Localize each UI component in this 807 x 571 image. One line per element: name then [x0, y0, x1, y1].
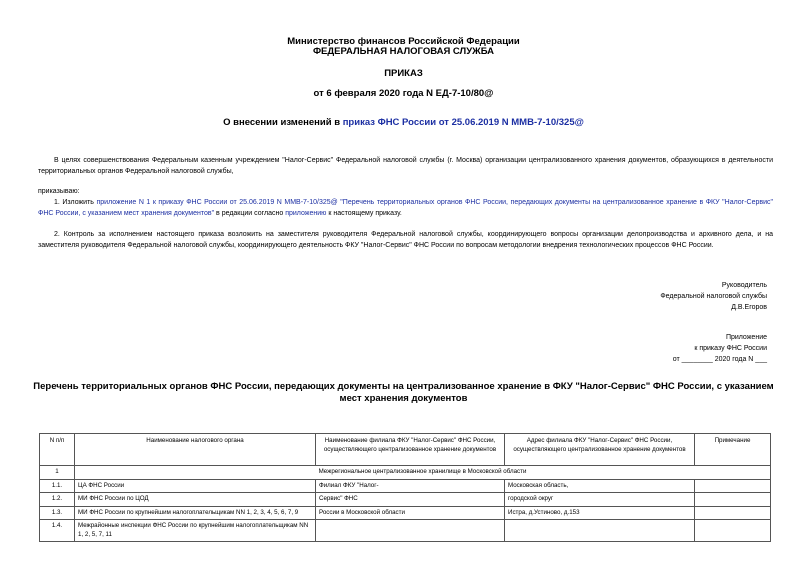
row-number: 1.3.: [40, 506, 75, 520]
table-row: [40, 506, 771, 520]
table-row: [40, 479, 771, 493]
header-branch-name: Наименование филиала ФКУ "Налог-Сервис" ФНС России, осуществляющего централизованное хранение документов: [316, 434, 505, 466]
row-branch: Сервис" ФНС: [316, 493, 505, 507]
appendix-block: [673, 332, 767, 365]
row-authority: ЦА ФНС России: [75, 479, 316, 493]
header-note: Примечание: [695, 434, 771, 466]
row-note: [695, 506, 771, 520]
appendix-title: Перечень территориальных органов ФНС России, передающих документы на централизованное хранение в ФКУ "Налог-Сервис" ФНС России, с указанием мест хранения документов: [33, 381, 774, 404]
ministry-title: Министерство финансов Российской Федерации: [287, 36, 520, 47]
row-number: 1.2.: [40, 493, 75, 507]
signature-role: Руководитель: [721, 282, 767, 289]
appendix-link[interactable]: приложению: [285, 210, 327, 217]
row-authority: Межрайонные инспекции ФНС России по крупнейшим налогоплательщикам NN 1, 2, 5, 7, 11: [75, 520, 316, 542]
signature-block: [660, 280, 767, 313]
row-note: [695, 493, 771, 507]
signature-org: Федеральной налоговой службы: [660, 293, 767, 300]
row-authority: МИ ФНС России по крупнейшим налогоплательщикам NN 1, 2, 3, 4, 5, 6, 7, 9: [75, 506, 316, 520]
row-authority: МИ ФНС России по ЦОД: [75, 493, 316, 507]
row-branch: России в Московской области: [316, 506, 505, 520]
subject-link[interactable]: приказ ФНС России от 25.06.2019 N ММВ-7-10/325@: [342, 117, 584, 128]
item1-suffix: к настоящему приказу.: [326, 210, 402, 217]
paragraph-item-1: [38, 197, 773, 219]
appendix-date: от ________ 2020 года N ___: [672, 356, 767, 363]
row-number: 1.4.: [40, 520, 75, 542]
table-header-row: [40, 434, 771, 466]
header-branch-address: Адрес филиала ФКУ "Налог-Сервис" ФНС России, осуществляющего централизованное хранение документов: [505, 434, 695, 466]
header-number: N п/п: [40, 434, 75, 466]
row-address: Истра, д.Устиново, д.153: [505, 506, 695, 520]
paragraph-item-2: 2. Контроль за исполнением настоящего приказа возложить на заместителя руководителя Федеральной налоговой службы, координирующего вопросы организации делопроизводства и архивного дела, и на заместителя руководителя Федеральной налоговой службы, координирующего деятельность ФКУ "Налог-Сервис" ФНС России по вопросам методологии внедрения технологических процессов ФНС России.: [38, 231, 773, 249]
row-branch: Филиал ФКУ "Налог-: [316, 479, 505, 493]
table-row: [40, 493, 771, 507]
paragraph-order: приказываю:: [38, 188, 80, 195]
doc-subject: [0, 117, 807, 128]
subject-prefix: О внесении изменений в: [223, 117, 343, 128]
row-address: городской округ: [505, 493, 695, 507]
row-number: 1.1.: [40, 479, 75, 493]
paragraph-preamble: В целях совершенствования Федеральным казенным учреждением "Налог-Сервис" Федеральной налоговой службы (г. Москва) организации централизованного хранения документов, образующихся в деятельности территориальных органов Федеральной налоговой службы,: [38, 157, 773, 175]
table-row: [40, 520, 771, 542]
doc-date-number: от 6 февраля 2020 года N ЕД-7-10/80@: [313, 88, 494, 99]
section-row: [40, 466, 771, 480]
doc-type: ПРИКАЗ: [384, 68, 423, 79]
item1-prefix: 1. Изложить: [54, 199, 97, 206]
row-note: [695, 520, 771, 542]
storage-table: [39, 433, 771, 542]
section-title: Межрегиональное централизованное хранилище в Московской области: [75, 466, 771, 480]
item1-mid: в редакции согласно: [214, 210, 286, 217]
appendix-ref: к приказу ФНС России: [694, 345, 767, 352]
header-tax-authority: Наименование налогового органа: [75, 434, 316, 466]
row-note: [695, 479, 771, 493]
row-address: [505, 520, 695, 542]
appendix-label: Приложение: [725, 334, 767, 341]
row-branch: [316, 520, 505, 542]
row-address: Московская область,: [505, 479, 695, 493]
service-title: ФЕДЕРАЛЬНАЯ НАЛОГОВАЯ СЛУЖБА: [312, 46, 495, 57]
appendix-1-link[interactable]: приложение N 1 к приказу ФНС России от 25.06.2019 N ММВ-7-10/325@ "Перечень территориальных органов ФНС России, передающих документы на централизованное хранение в ФКУ "Налог-Сервис" ФНС России, с указанием мест хранения документов": [38, 199, 773, 217]
signature-name: Д.В.Егоров: [731, 304, 767, 311]
section-number: 1: [40, 466, 75, 480]
